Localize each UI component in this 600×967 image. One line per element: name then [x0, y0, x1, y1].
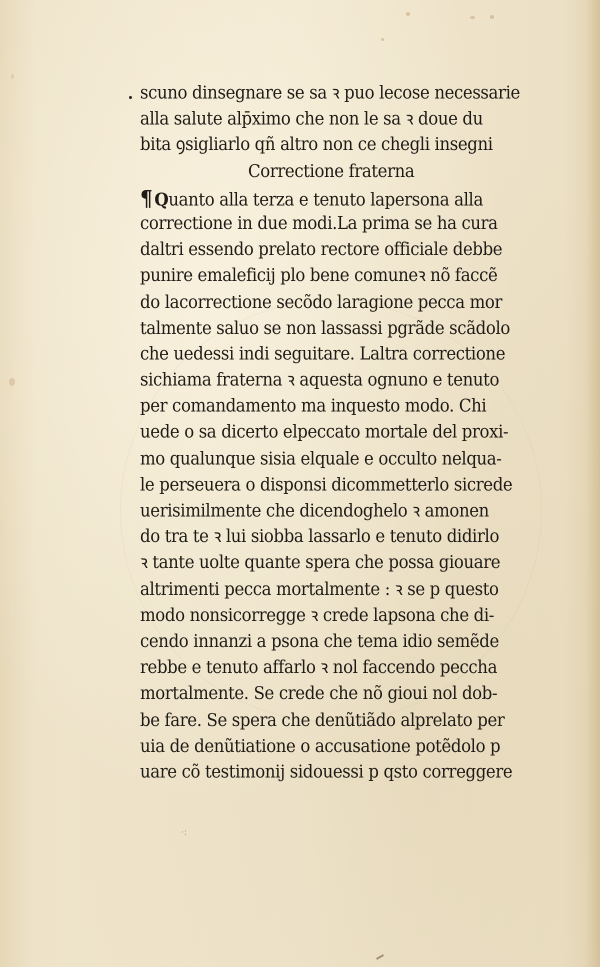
text-line: bita ꝯsigliarlo qñ altro non ce chegli insegni — [140, 134, 493, 155]
text-line: alla salute alp̄ximo che non le sa ꝛ doue du — [140, 108, 483, 129]
text-line: mo qualunque sisia elquale e occulto nelqua- — [140, 447, 502, 469]
text-line: talmente saluo se non lassassi pgrãde scãdolo — [140, 317, 510, 338]
text-line: do lacorrectione secõdo laragione pecca mor — [140, 291, 502, 312]
text-line: cendo innanzi a psona che tema idio semẽde — [140, 630, 499, 652]
text-line: sichiama fraterna ꝛ aquesta ognuno e tenuto — [140, 369, 500, 391]
text-line: be fare. Se spera che denũtiãdo alprelato per — [140, 709, 505, 730]
paper-stain — [470, 16, 475, 19]
section-heading: Correctione fraterna — [248, 160, 415, 182]
paper-stain — [381, 38, 384, 41]
text-line: rebbe e tenuto affarlo ꝛ nol faccendo peccha — [140, 656, 498, 678]
text-line: scuno dinsegnare se sa ꝛ puo lecose necessarie — [140, 82, 520, 103]
text-line: modo nonsicorregge ꝛ crede lapsona che di- — [140, 604, 495, 626]
text-line: uia de denũtiatione o accusatione potẽdolo p — [140, 735, 501, 756]
text-line: uare cõ testimonij sidouessi p qsto correggere — [140, 761, 513, 782]
first-line-text: uanto alla terza e tenuto lapersona alla — [168, 188, 483, 210]
paper-stain — [11, 74, 14, 79]
text-line: che uedessi indi seguitare. Laltra correctione — [140, 343, 506, 364]
text-line: le perseuera o disponsi dicommetterlo sicrede — [140, 473, 513, 495]
text-line: uede o sa dicerto elpeccato mortale del proxi- — [140, 421, 509, 443]
pilcrow-mark: ¶ — [140, 184, 153, 211]
text-line: per comandamento ma inquesto modo. Chi — [140, 395, 487, 417]
text-line: ꝛ tante uolte quante spera che possa giouare — [140, 552, 501, 573]
text-line: correctione in due modi.La prima se ha cura — [140, 212, 498, 234]
text-line: punire emaleficij plo bene comuneꝛ nõ faccẽ — [140, 265, 498, 286]
paper-stain — [9, 378, 15, 386]
text-line: mortalmente. Se crede che nõ gioui nol dob- — [140, 682, 498, 704]
paper-stain — [490, 15, 494, 19]
text-line: do tra te ꝛ lui siobba lassarlo e tenuto didirlo — [140, 526, 500, 547]
body-text — [140, 80, 565, 785]
paper-stain — [406, 12, 410, 16]
text-line: altrimenti pecca mortalmente : ꝛ se p questo — [140, 578, 499, 600]
paper-speck — [376, 954, 384, 960]
text-line: uerisimilmente che dicendoghelo ꝛ amonen — [140, 500, 489, 521]
margin-dot — [129, 96, 132, 99]
text-line: daltri essendo prelato rectore officiale debbe — [140, 238, 503, 260]
paragraph-first-line — [140, 184, 565, 210]
paper-speck: ·: — [181, 828, 187, 838]
initial-capital: Q — [154, 188, 169, 210]
page-edge-shadow — [586, 0, 600, 967]
